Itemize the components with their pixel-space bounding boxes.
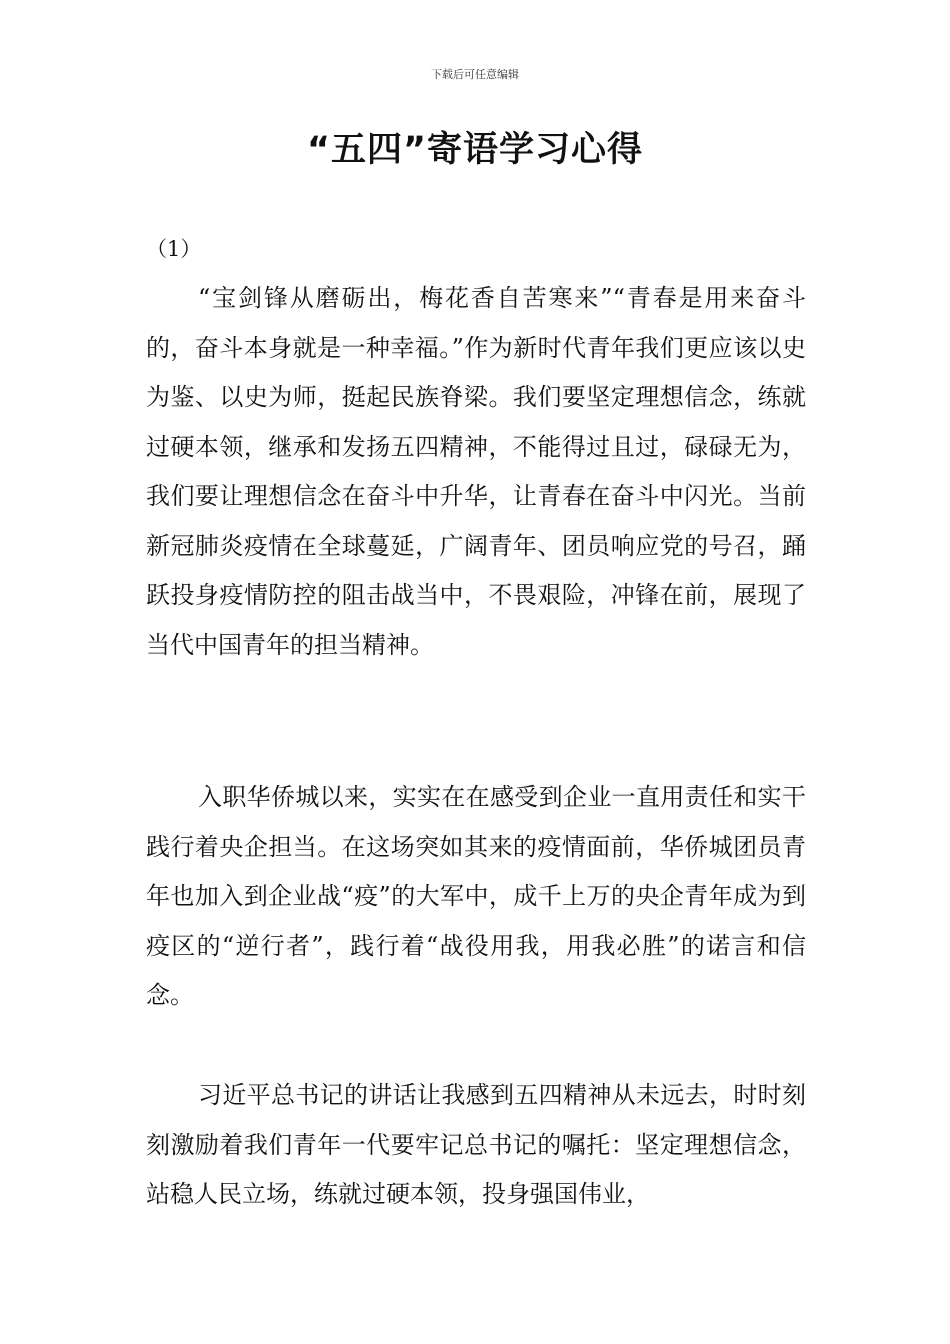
- paragraph-3: 习近平总书记的讲话让我感到五四精神从未远去，时时刻刻激励着我们青年一代要牢记总书记的嘱托：坚定理想信念，站稳人民立场，练就过硬本领，投身强国伟业，: [146, 1081, 806, 1208]
- document-title: “五四”寄语学习心得: [306, 130, 643, 170]
- paragraph-2: 入职华侨城以来，实实在在感受到企业一直用责任和实干践行着央企担当。在这场突如其来的疫情面前，华侨城团员青年也加入到企业战“疫”的大军中，成千上万的央企青年成为到疫区的“逆行者”，践行着“战役用我，用我必胜”的诺言和信念。: [146, 783, 806, 1009]
- section-label: （1）: [146, 237, 202, 261]
- page-header-note: 下载后可任意编辑: [431, 68, 519, 81]
- paragraph-1: “宝剑锋从磨砺出，梅花香自苦寒来”“青春是用来奋斗的，奋斗本身就是一种幸福。”作为新时代青年我们更应该以史为鉴、以史为师，挺起民族脊梁。我们要坚定理想信念，练就过硬本领，继承和发扬五四精神，不能得过且过，碌碌无为，我们要让理想信念在奋斗中升华，让青春在奋斗中闪光。当前新冠肺炎疫情在全球蔓延，广阔青年、团员响应党的号召，踊跃投身疫情防控的阻击战当中，不畏艰险，冲锋在前，展现了当代中国青年的担当精神。: [146, 284, 806, 659]
